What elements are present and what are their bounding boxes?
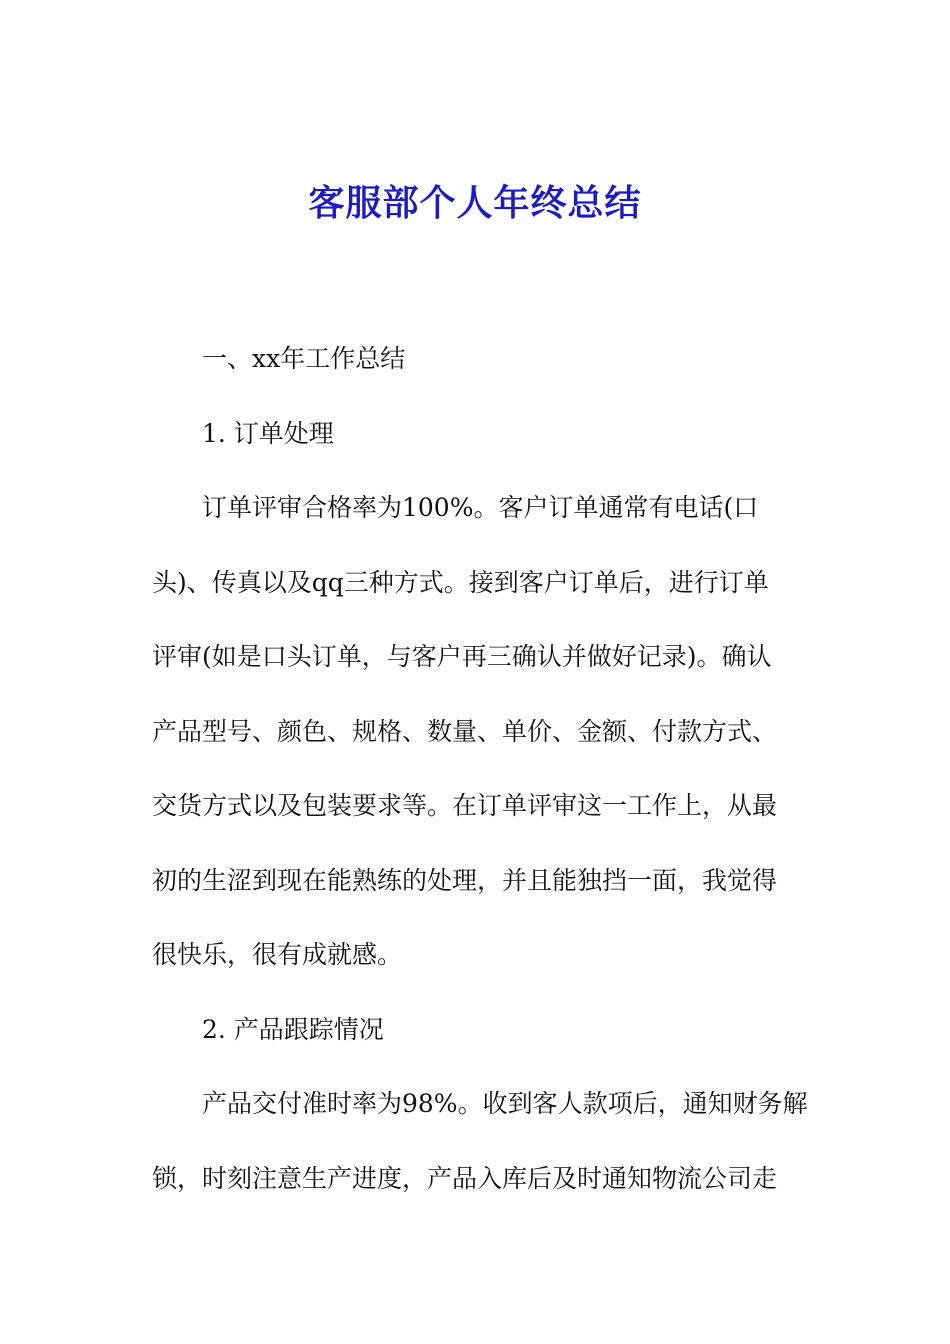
paragraph-line: 评审(如是口头订单，与客户再三确认并做好记录)。确认: [152, 642, 772, 671]
paragraph-line: 产品交付准时率为98%。收到客人款项后，通知财务解: [202, 1089, 808, 1118]
paragraph-line: 订单评审合格率为100%。客户订单通常有电话(口: [202, 493, 759, 522]
paragraph-line: 头)、传真以及qq三种方式。接到客户订单后，进行订单: [152, 567, 769, 597]
subsection-heading: 2. 产品跟踪情况: [202, 1014, 384, 1044]
paragraph-line: 初的生涩到现在能熟练的处理，并且能独挡一面，我觉得: [152, 865, 778, 895]
paragraph-line: 锁，时刻注意生产进度，产品入库后及时通知物流公司走: [152, 1163, 778, 1193]
paragraph-line: 交货方式以及包装要求等。在订单评审这一工作上，从最: [152, 791, 778, 820]
section-heading: 一、xx年工作总结: [202, 344, 406, 373]
paragraph-line: 产品型号、颜色、规格、数量、单价、金额、付款方式、: [152, 716, 778, 746]
subsection-heading: 1. 订单处理: [202, 418, 334, 448]
document-title: 客服部个人年终总结: [308, 182, 642, 224]
document-body: [152, 322, 812, 1216]
paragraph-line: 很快乐，很有成就感。: [152, 940, 403, 969]
